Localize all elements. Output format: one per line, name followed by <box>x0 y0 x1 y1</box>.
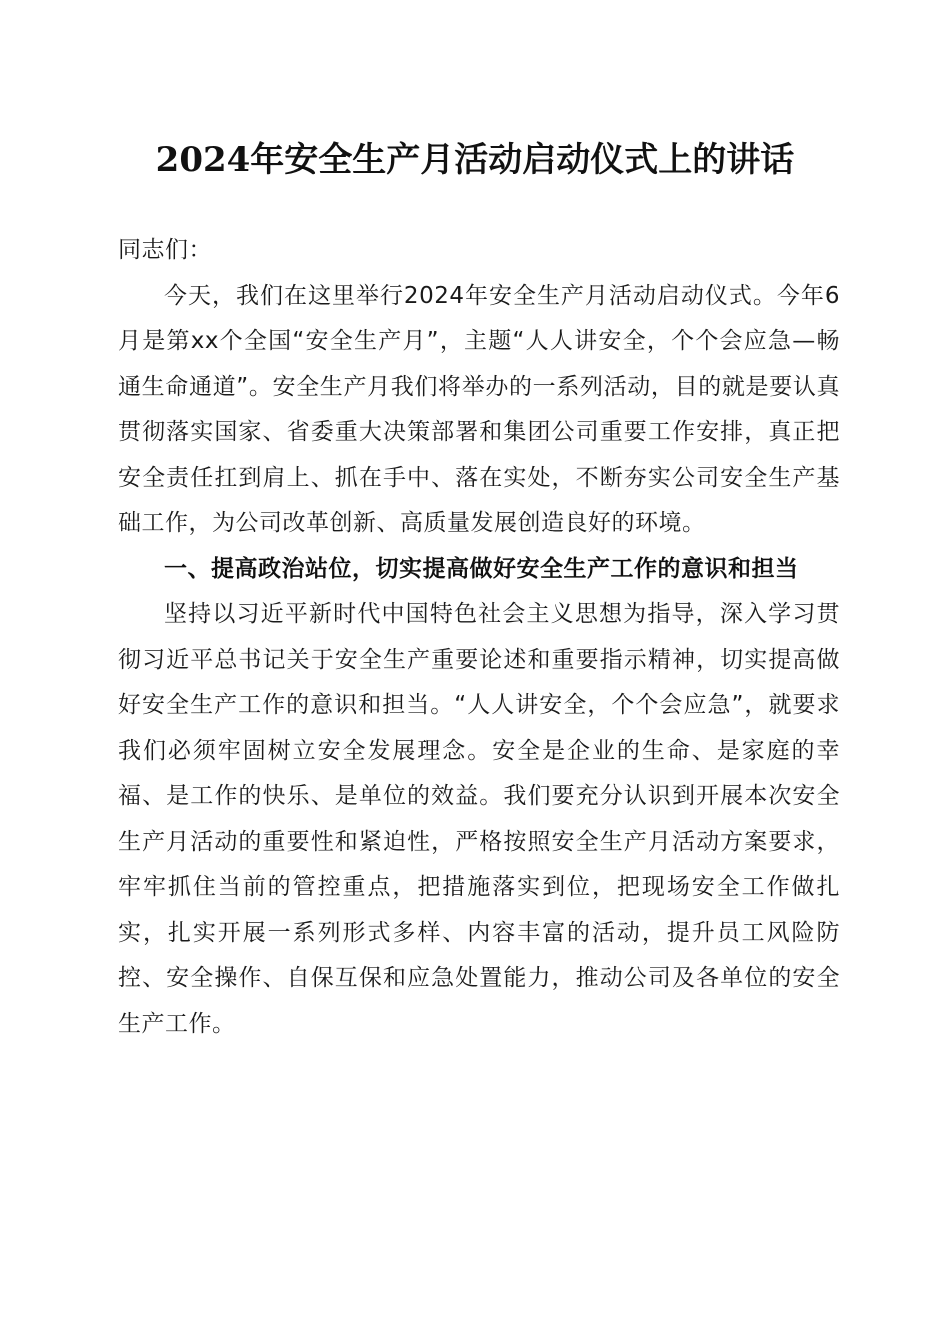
salutation: 同志们： <box>118 237 212 263</box>
section-paragraph-1: 坚持以习近平新时代中国特色社会主义思想为指导，深入学习贯彻习近平总书记关于安全生产重要论述和重要指示精神，切实提高做好安全生产工作的意识和担当。“人人讲安全，个个会应急”，就要求我们必须牢固树立安全发展理念。安全是企业的生命、是家庭的幸福、是工作的快乐、是单位的效益。我们要充分认识到开展本次安全生产月活动的重要性和紧迫性，严格按照安全生产月活动方案要求，牢牢抓住当前的管控重点，把措施落实到位，把现场安全工作做扎实，扎实开展一系列形式多样、内容丰富的活动，提升员工风险防控、安全操作、自保互保和应急处置能力，推动公司及各单位的安全生产工作。 <box>118 601 840 1037</box>
section-heading-1: 一、提高政治站位，切实提高做好安全生产工作的意识和担当 <box>164 555 799 582</box>
document-body <box>118 228 840 1047</box>
intro-paragraph: 今天，我们在这里举行2024年安全生产月活动启动仪式。今年6月是第xx个全国“安全生产月”，主题“人人讲安全，个个会应急—畅通生命通道”。安全生产月我们将举办的一系列活动，目的就是要认真贯彻落实国家、省委重大决策部署和集团公司重要工作安排，真正把安全责任扛到肩上、抓在手中、落在实处，不断夯实公司安全生产基础工作，为公司改革创新、高质量发展创造良好的环境。 <box>118 282 840 536</box>
document-title: 2024年安全生产月活动启动仪式上的讲话 <box>155 140 795 180</box>
